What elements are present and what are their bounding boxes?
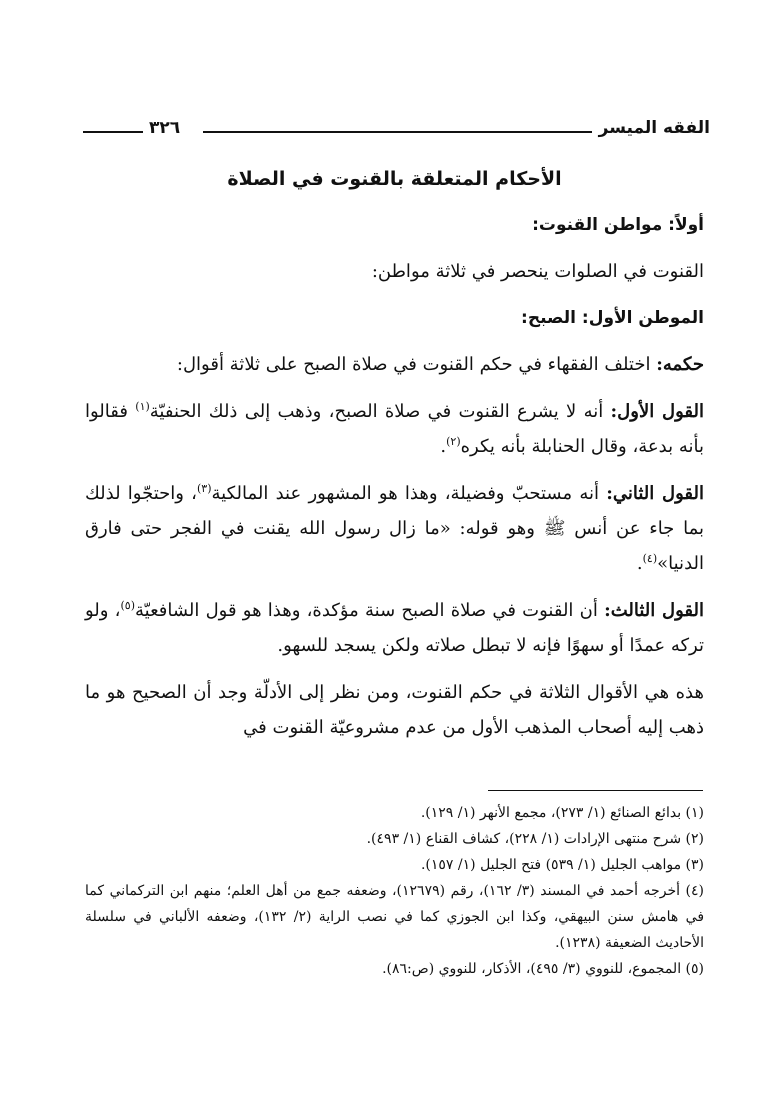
opinion-3-text-a: أن القنوت في صلاة الصبح سنة مؤكدة، وهذا هو قول الشافعيّة bbox=[135, 600, 605, 621]
footnote-item: (٣) مواهب الجليل (١/ ٥٣٩) فتح الجليل (١/ ١٥٧). bbox=[420, 857, 704, 873]
opinion-3-term: القول الثالث: bbox=[604, 600, 704, 621]
footnote-item: (١) بدائع الصنائع (١/ ٢٧٣)، مجمع الأنهر (١/ ١٢٩). bbox=[420, 805, 704, 821]
opinion-1-term: القول الأول: bbox=[610, 401, 705, 422]
footnote-divider bbox=[488, 790, 703, 791]
header-rule bbox=[203, 131, 592, 133]
book-title: الفقه الميسر bbox=[598, 118, 710, 138]
opinion-2-term: القول الثاني: bbox=[606, 483, 705, 504]
opinion-2-text-a: أنه مستحبّ وفضيلة، وهذا هو المشهور عند المالكية bbox=[211, 483, 607, 504]
opinion-1-text-a: أنه لا يشرع القنوت في صلاة الصبح، وذهب إلى ذلك الحنفيّة bbox=[149, 401, 611, 422]
ruling-text: اختلف الفقهاء في حكم القنوت في صلاة الصبح على ثلاثة أقوال: bbox=[176, 354, 657, 375]
opinion-2-text-b: ، واحتجّوا لذلك بما جاء عن أنس ﷺ وهو قوله: «ما زال رسول الله يقنت في الفجر حتى فارق الدنيا» bbox=[85, 483, 704, 574]
subheading-locations: أولاً: مواطن القنوت: bbox=[532, 215, 704, 235]
main-text bbox=[85, 162, 704, 745]
footnotes bbox=[85, 800, 704, 982]
opinion-1-text-c: . bbox=[440, 436, 447, 457]
opinion-2-text-c: . bbox=[636, 553, 643, 574]
ruling-paragraph bbox=[85, 347, 704, 382]
section-heading: الأحكام المتعلقة بالقنوت في الصلاة bbox=[227, 168, 562, 190]
opinion-1-text-b: فقالوا بأنه بدعة، وقال الحنابلة بأنه يكره bbox=[85, 401, 704, 457]
opinion-3-paragraph bbox=[85, 593, 704, 663]
page-number: ٣٢٦ bbox=[149, 118, 181, 138]
intro-paragraph: القنوت في الصلوات ينحصر في ثلاثة مواطن: bbox=[371, 261, 704, 282]
footnote-item: (٥) المجموع، للنووي (٣/ ٤٩٥)، الأذكار، للنووي (ص:٨٦). bbox=[382, 961, 704, 977]
header-rule-short bbox=[83, 131, 143, 133]
footnote-ref-5[interactable]: (٥) bbox=[120, 599, 135, 612]
conclusion-paragraph: هذه هي الأقوال الثلاثة في حكم القنوت، ومن نظر إلى الأدلّة وجد أن الصحيح هو ما ذهب إليه أصحاب المذهب الأول من عدم مشروعيّة القنوت في bbox=[85, 682, 704, 738]
footnote-item: (٤) أخرجه أحمد في المسند (٣/ ١٦٢)، رقم (١٢٦٧٩)، وضعفه جمع من أهل العلم؛ منهم ابن التركماني كما في هامش سنن البيهقي، وكذا ابن الجوزي كما في نصب الراية (٢/ ١٣٢)، وضعفه الألباني في سلسلة الأحاديث الضعيفة (١٢٣٨). bbox=[85, 883, 705, 951]
opinion-2-paragraph bbox=[85, 476, 704, 581]
page-header bbox=[80, 118, 710, 146]
ruling-term: حكمه: bbox=[656, 354, 704, 375]
footnote-item: (٢) شرح منتهى الإرادات (١/ ٢٢٨)، كشاف القناع (١/ ٤٩٣). bbox=[366, 831, 704, 847]
subheading-fajr: الموطن الأول: الصبح: bbox=[521, 308, 704, 328]
footnote-ref-1[interactable]: (١) bbox=[135, 400, 150, 413]
footnote-ref-4[interactable]: (٤) bbox=[642, 552, 658, 565]
opinion-1-paragraph bbox=[85, 394, 704, 464]
footnote-ref-2[interactable]: (٢) bbox=[446, 435, 461, 448]
footnote-ref-3[interactable]: (٣) bbox=[197, 482, 212, 495]
opinion-3-text-b: ، ولو تركه عمدًا أو سهوًا فإنه لا تبطل صلاته ولكن يسجد للسهو. bbox=[85, 600, 704, 656]
